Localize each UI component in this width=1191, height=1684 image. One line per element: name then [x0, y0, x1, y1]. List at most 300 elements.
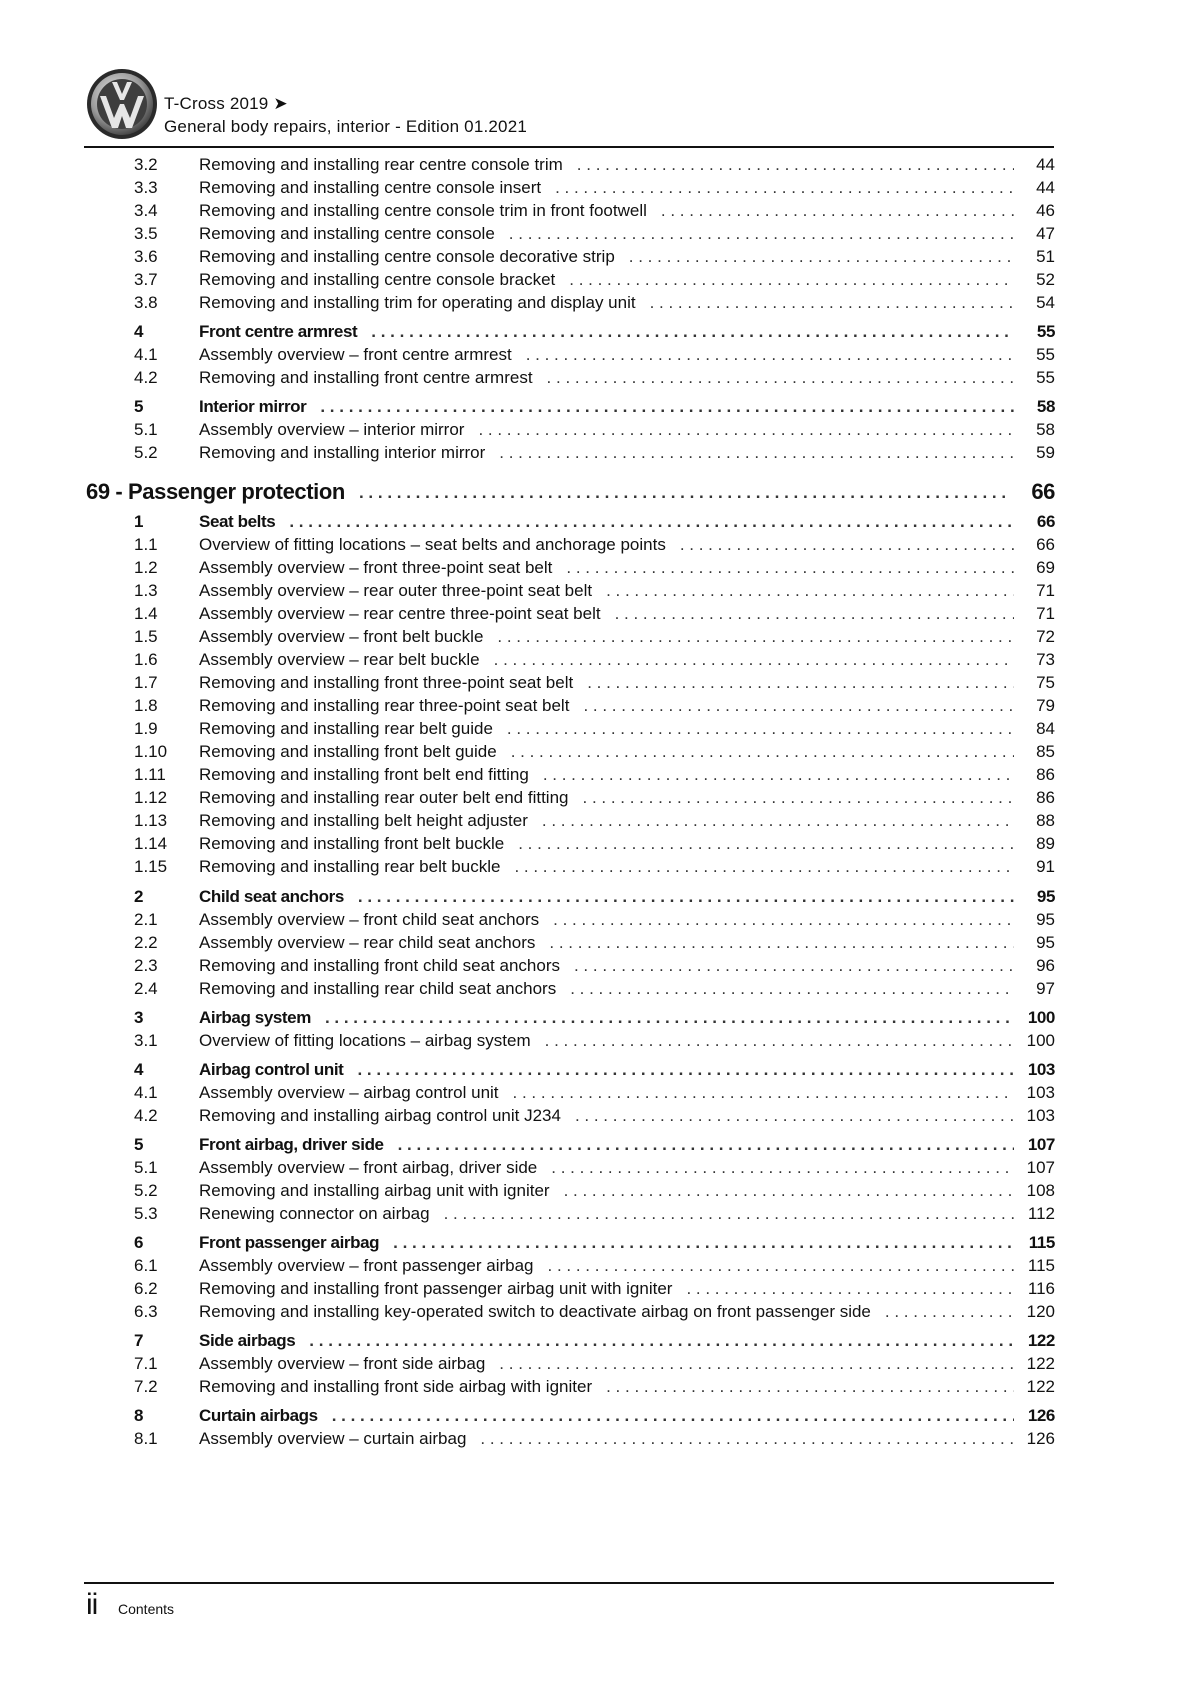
- dot-leader: [885, 1302, 1014, 1322]
- toc-title: Removing and installing airbag unit with igniter: [199, 1181, 564, 1201]
- toc-title-wrap: [199, 1083, 1014, 1103]
- toc-entry[interactable]: [0, 834, 1191, 856]
- toc-title: Removing and installing rear belt guide: [199, 719, 507, 739]
- toc-title: Assembly overview – front centre armrest: [199, 345, 526, 365]
- dot-leader: [325, 1008, 1014, 1028]
- toc-page: 126: [1026, 1429, 1055, 1448]
- toc-title: Removing and installing front belt end fitting: [199, 765, 543, 785]
- toc-entry[interactable]: [0, 857, 1191, 879]
- toc-title-wrap: [199, 1302, 1014, 1322]
- toc-title: Removing and installing centre console decorative strip: [199, 247, 629, 267]
- toc-title-wrap: [199, 581, 1014, 601]
- toc-title: Seat belts: [199, 512, 289, 532]
- toc-page: 73: [1036, 650, 1055, 669]
- toc-entry[interactable]: [0, 224, 1191, 246]
- toc-page: 95: [1036, 933, 1055, 952]
- toc-number: 4.1: [134, 1083, 158, 1102]
- dot-leader: [497, 627, 1014, 647]
- toc-number: 1.8: [134, 696, 158, 715]
- dot-leader: [320, 397, 1014, 417]
- toc-title-wrap: [199, 742, 1014, 762]
- toc-entry[interactable]: [0, 178, 1191, 200]
- toc-entry[interactable]: [0, 696, 1191, 718]
- dot-leader: [393, 1233, 1014, 1253]
- toc-number: 7.2: [134, 1377, 158, 1396]
- toc-title-wrap: [199, 673, 1014, 693]
- toc-entry[interactable]: [0, 765, 1191, 787]
- dot-leader: [575, 1106, 1014, 1126]
- toc-title-wrap: [199, 224, 1014, 244]
- toc-page: 95: [1036, 910, 1055, 929]
- toc-title: Curtain airbags: [199, 1406, 332, 1426]
- dot-leader: [358, 887, 1014, 907]
- toc-title: Assembly overview – front passenger airbag: [199, 1256, 548, 1276]
- toc-title: Assembly overview – front three-point seat belt: [199, 558, 566, 578]
- toc-number: 5: [134, 1135, 144, 1154]
- toc-number: 6.2: [134, 1279, 158, 1298]
- toc-number: 1.15: [134, 857, 168, 876]
- toc-title: Removing and installing rear belt buckle: [199, 857, 514, 877]
- toc-entry[interactable]: [0, 1158, 1191, 1180]
- dot-leader: [570, 979, 1014, 999]
- toc-title-wrap: [199, 788, 1014, 808]
- toc-page: 55: [1036, 368, 1055, 387]
- toc-page: 69: [1036, 558, 1055, 577]
- toc-page: 58: [1036, 420, 1055, 439]
- toc-title: Removing and installing centre console insert: [199, 178, 555, 198]
- toc-title: Removing and installing key-operated switch to deactivate airbag on front passenger side: [199, 1302, 885, 1322]
- dot-leader: [587, 673, 1014, 693]
- document-header: [84, 66, 1054, 148]
- toc-title-wrap: [199, 1008, 1014, 1028]
- dot-leader: [480, 1429, 1014, 1449]
- toc-page: 107: [1027, 1135, 1055, 1154]
- toc-entry[interactable]: [0, 420, 1191, 442]
- toc-entry[interactable]: [0, 293, 1191, 315]
- page-number: ii: [86, 1588, 98, 1621]
- toc-title: Removing and installing airbag control unit J234: [199, 1106, 575, 1126]
- toc-entry[interactable]: [0, 673, 1191, 695]
- toc-number: 3.3: [134, 178, 158, 197]
- toc-title-wrap: [199, 558, 1014, 578]
- toc-number: 5.3: [134, 1204, 158, 1223]
- toc-title: Removing and installing centre console bracket: [199, 270, 569, 290]
- toc-title-wrap: [86, 479, 1006, 505]
- toc-title-wrap: [199, 1256, 1014, 1276]
- dot-leader: [509, 224, 1014, 244]
- toc-title: Assembly overview – front side airbag: [199, 1354, 499, 1374]
- toc-title-wrap: [199, 155, 1014, 175]
- toc-number: 4.1: [134, 345, 158, 364]
- dot-leader: [526, 345, 1014, 365]
- toc-title-wrap: [199, 512, 1014, 532]
- toc-number: 5.2: [134, 1181, 158, 1200]
- toc-title-wrap: [199, 345, 1014, 365]
- dot-leader: [357, 1060, 1014, 1080]
- toc-number: 1.5: [134, 627, 158, 646]
- toc-number: 1.9: [134, 719, 158, 738]
- toc-number: 4.2: [134, 1106, 158, 1125]
- dot-leader: [583, 696, 1014, 716]
- toc-title: Side airbags: [199, 1331, 309, 1351]
- toc-number: 5: [134, 397, 144, 416]
- toc-title-wrap: [199, 247, 1014, 267]
- toc-number: 2: [134, 887, 144, 906]
- toc-entry[interactable]: [0, 956, 1191, 978]
- toc-title-wrap: [199, 322, 1014, 342]
- toc-page: 100: [1026, 1031, 1055, 1050]
- toc-number: 8: [134, 1406, 144, 1425]
- toc-entry[interactable]: [0, 247, 1191, 269]
- toc-title: Front passenger airbag: [199, 1233, 393, 1253]
- toc-entry[interactable]: [0, 1106, 1191, 1128]
- toc-title: Assembly overview – rear belt buckle: [199, 650, 494, 670]
- toc-title-wrap: [199, 1429, 1014, 1449]
- toc-number: 4.2: [134, 368, 158, 387]
- toc-title-wrap: [199, 1354, 1014, 1374]
- toc-title-wrap: [199, 397, 1014, 417]
- toc-section[interactable]: [0, 322, 1191, 344]
- dot-leader: [359, 479, 1006, 505]
- toc-title: Interior mirror: [199, 397, 320, 417]
- toc-page: 66: [1031, 479, 1055, 504]
- toc-number: 6.3: [134, 1302, 158, 1321]
- dot-leader: [650, 293, 1014, 313]
- toc-title-wrap: [199, 1031, 1014, 1051]
- toc-number: 3.1: [134, 1031, 158, 1050]
- toc-page: 79: [1036, 696, 1055, 715]
- toc-number: 2.2: [134, 933, 158, 952]
- dot-leader: [555, 178, 1014, 198]
- toc-title-wrap: [199, 1158, 1014, 1178]
- footer-label: Contents: [118, 1601, 175, 1617]
- toc-page: 46: [1036, 201, 1055, 220]
- toc-title: Removing and installing front belt guide: [199, 742, 511, 762]
- toc-entry[interactable]: [0, 581, 1191, 603]
- toc-title-wrap: [199, 910, 1014, 930]
- toc-title: Assembly overview – front airbag, driver side: [199, 1158, 551, 1178]
- toc-number: 2.4: [134, 979, 158, 998]
- toc-page: 122: [1026, 1354, 1055, 1373]
- toc-title-wrap: [199, 270, 1014, 290]
- toc-title-wrap: [199, 887, 1014, 907]
- toc-page: 55: [1036, 345, 1055, 364]
- toc-number: 3: [134, 1008, 144, 1027]
- toc-number: 1: [134, 512, 144, 531]
- toc-title: Assembly overview – interior mirror: [199, 420, 478, 440]
- toc-page: 85: [1036, 742, 1055, 761]
- toc-section[interactable]: [0, 397, 1191, 419]
- toc-entry[interactable]: [0, 627, 1191, 649]
- toc-title-wrap: [199, 1377, 1014, 1397]
- toc-title-wrap: [199, 765, 1014, 785]
- toc-page: 120: [1026, 1302, 1055, 1321]
- toc-title-wrap: [199, 1279, 1014, 1299]
- dot-leader: [661, 201, 1014, 221]
- toc-title: Removing and installing front child seat anchors: [199, 956, 574, 976]
- toc-number: 3.6: [134, 247, 158, 266]
- toc-entry[interactable]: [0, 1083, 1191, 1105]
- dot-leader: [507, 719, 1014, 739]
- toc-title-wrap: [199, 857, 1014, 877]
- dot-leader: [574, 956, 1014, 976]
- toc-entry[interactable]: [0, 742, 1191, 764]
- toc-title: Removing and installing rear centre console trim: [199, 155, 577, 175]
- toc-page: 51: [1036, 247, 1055, 266]
- toc-page: 108: [1026, 1181, 1055, 1200]
- toc-number: 1.1: [134, 535, 158, 554]
- toc-page: 59: [1036, 443, 1055, 462]
- toc-number: 7.1: [134, 1354, 158, 1373]
- dot-leader: [511, 742, 1014, 762]
- dot-leader: [309, 1331, 1014, 1351]
- dot-leader: [499, 1354, 1014, 1374]
- toc-title: Assembly overview – rear child seat anchors: [199, 933, 549, 953]
- toc-title-wrap: [199, 627, 1014, 647]
- toc-title-wrap: [199, 604, 1014, 624]
- toc-number: 1.14: [134, 834, 168, 853]
- toc-number: 8.1: [134, 1429, 158, 1448]
- toc-page: 84: [1036, 719, 1055, 738]
- toc-entry[interactable]: [0, 443, 1191, 465]
- dot-leader: [606, 581, 1014, 601]
- toc-title-wrap: [199, 979, 1014, 999]
- toc-title-wrap: [199, 1406, 1014, 1426]
- toc-number: 6: [134, 1233, 144, 1252]
- toc-title: Renewing connector on airbag: [199, 1204, 444, 1224]
- toc-title: Removing and installing front side airbag with igniter: [199, 1377, 606, 1397]
- toc-title: Removing and installing centre console trim in front footwell: [199, 201, 661, 221]
- toc-title-wrap: [199, 368, 1014, 388]
- toc-section[interactable]: [0, 1135, 1191, 1157]
- toc-page: 52: [1036, 270, 1055, 289]
- toc-number: 1.12: [134, 788, 168, 807]
- toc-title-wrap: [199, 1106, 1014, 1126]
- toc-page: 96: [1036, 956, 1055, 975]
- toc-title-wrap: [199, 1204, 1014, 1224]
- toc-entry[interactable]: [0, 1256, 1191, 1278]
- toc-page: 107: [1026, 1158, 1055, 1177]
- toc-page: 71: [1036, 604, 1055, 623]
- toc-section[interactable]: [0, 1060, 1191, 1082]
- dot-leader: [577, 155, 1014, 175]
- toc-page: 95: [1036, 887, 1055, 906]
- toc-title-wrap: [199, 650, 1014, 670]
- toc-page: 115: [1027, 1256, 1055, 1275]
- toc-entry[interactable]: [0, 201, 1191, 223]
- toc-title-wrap: [199, 178, 1014, 198]
- dot-leader: [545, 1031, 1014, 1051]
- dot-leader: [332, 1406, 1014, 1426]
- toc-number: 2.1: [134, 910, 158, 929]
- vehicle-model: T-Cross 2019 ➤: [164, 94, 288, 113]
- toc-number: 1.3: [134, 581, 158, 600]
- toc-number: 3.7: [134, 270, 158, 289]
- toc-entry[interactable]: [0, 1354, 1191, 1376]
- toc-number: 5.1: [134, 420, 158, 439]
- dot-leader: [542, 811, 1014, 831]
- dot-leader: [606, 1377, 1014, 1397]
- toc-title-wrap: [199, 1135, 1014, 1155]
- toc-section[interactable]: [0, 1331, 1191, 1353]
- toc-entry[interactable]: [0, 650, 1191, 672]
- toc-title: Removing and installing front belt buckle: [199, 834, 518, 854]
- vw-logo-icon: [86, 68, 158, 140]
- dot-leader: [289, 512, 1014, 532]
- toc-entry[interactable]: [0, 604, 1191, 626]
- footer-divider: [84, 1582, 1054, 1584]
- toc-entry[interactable]: [0, 270, 1191, 292]
- toc-page: 66: [1036, 512, 1055, 531]
- toc-title-wrap: [199, 834, 1014, 854]
- toc-entry[interactable]: [0, 719, 1191, 741]
- toc-title-wrap: [199, 1331, 1014, 1351]
- toc-number: 1.4: [134, 604, 158, 623]
- toc-title: Removing and installing front passenger airbag unit with igniter: [199, 1279, 686, 1299]
- toc-number: 1.10: [134, 742, 168, 761]
- toc-entry[interactable]: [0, 1181, 1191, 1203]
- dot-leader: [543, 765, 1014, 785]
- header-divider: [84, 146, 1054, 148]
- toc-page: 86: [1036, 788, 1055, 807]
- toc-title-wrap: [199, 696, 1014, 716]
- toc-entry[interactable]: [0, 535, 1191, 557]
- toc-page: 55: [1036, 322, 1055, 341]
- toc-title: Front centre armrest: [199, 322, 371, 342]
- toc-page: 47: [1036, 224, 1055, 243]
- toc-entry[interactable]: [0, 1204, 1191, 1226]
- toc-number: 3.2: [134, 155, 158, 174]
- toc-page: 112: [1027, 1204, 1055, 1223]
- toc-number: 1.7: [134, 673, 158, 692]
- toc-page: 97: [1036, 979, 1055, 998]
- toc-entry[interactable]: [0, 979, 1191, 1001]
- dot-leader: [518, 834, 1014, 854]
- toc-title: Removing and installing centre console: [199, 224, 509, 244]
- toc-entry[interactable]: [0, 1031, 1191, 1053]
- toc-page: 88: [1036, 811, 1055, 830]
- dot-leader: [499, 443, 1014, 463]
- toc-page: 91: [1036, 857, 1055, 876]
- toc-title: Child seat anchors: [199, 887, 358, 907]
- toc-number: 5.2: [134, 443, 158, 462]
- toc-page: 44: [1036, 155, 1055, 174]
- dot-leader: [398, 1135, 1014, 1155]
- toc-section[interactable]: [0, 1406, 1191, 1428]
- toc-entry[interactable]: [0, 1279, 1191, 1301]
- toc-section[interactable]: [0, 1233, 1191, 1255]
- toc-page: 103: [1026, 1083, 1055, 1102]
- toc-title: Airbag system: [199, 1008, 325, 1028]
- dot-leader: [583, 788, 1015, 808]
- toc-number: 1.2: [134, 558, 158, 577]
- toc-title-wrap: [199, 443, 1014, 463]
- toc-number: 1.6: [134, 650, 158, 669]
- dot-leader: [551, 1158, 1014, 1178]
- dot-leader: [553, 910, 1014, 930]
- dot-leader: [494, 650, 1014, 670]
- toc-entry[interactable]: [0, 155, 1191, 177]
- toc-entry[interactable]: [0, 1429, 1191, 1451]
- dot-leader: [686, 1279, 1014, 1299]
- toc-title-wrap: [199, 201, 1014, 221]
- toc-entry[interactable]: [0, 788, 1191, 810]
- toc-page: 89: [1036, 834, 1055, 853]
- toc-number: 1.11: [134, 765, 166, 784]
- toc-entry[interactable]: [0, 933, 1191, 955]
- toc-entry[interactable]: [0, 910, 1191, 932]
- toc-title-wrap: [199, 1060, 1014, 1080]
- toc-title-wrap: [199, 719, 1014, 739]
- dot-leader: [549, 933, 1014, 953]
- toc-title: Assembly overview – front belt buckle: [199, 627, 497, 647]
- toc-title: Removing and installing belt height adjuster: [199, 811, 542, 831]
- dot-leader: [615, 604, 1014, 624]
- dot-leader: [566, 558, 1014, 578]
- toc-title: Removing and installing rear outer belt end fitting: [199, 788, 583, 808]
- toc-page: 71: [1036, 581, 1055, 600]
- toc-number: 4: [134, 1060, 144, 1079]
- toc-chapter[interactable]: [0, 479, 1191, 507]
- toc-title: Assembly overview – airbag control unit: [199, 1083, 513, 1103]
- toc-number: 5.1: [134, 1158, 158, 1177]
- dot-leader: [569, 270, 1014, 290]
- toc-page: 44: [1036, 178, 1055, 197]
- toc-page: 54: [1036, 293, 1055, 312]
- dot-leader: [548, 1256, 1015, 1276]
- dot-leader: [547, 368, 1014, 388]
- toc-page: 103: [1027, 1060, 1055, 1079]
- toc-section[interactable]: [0, 512, 1191, 534]
- toc-entry[interactable]: [0, 368, 1191, 390]
- toc-title: 69 - Passenger protection: [86, 479, 359, 505]
- toc-title: Overview of fitting locations – airbag system: [199, 1031, 545, 1051]
- toc-title-wrap: [199, 1233, 1014, 1253]
- toc-title: Removing and installing front three-point seat belt: [199, 673, 587, 693]
- toc-entry[interactable]: [0, 1377, 1191, 1399]
- toc-title-wrap: [199, 535, 1014, 555]
- toc-page: 103: [1026, 1106, 1055, 1125]
- toc-number: 3.4: [134, 201, 158, 220]
- toc-page: 58: [1036, 397, 1055, 416]
- toc-section[interactable]: [0, 1008, 1191, 1030]
- toc-entry[interactable]: [0, 345, 1191, 367]
- toc-title-wrap: [199, 293, 1014, 313]
- toc-page: 115: [1028, 1233, 1055, 1252]
- toc-number: 2.3: [134, 956, 158, 975]
- toc-number: 3.5: [134, 224, 158, 243]
- toc-title: Assembly overview – rear centre three-point seat belt: [199, 604, 615, 624]
- toc-entry[interactable]: [0, 1302, 1191, 1324]
- toc-title: Assembly overview – curtain airbag: [199, 1429, 480, 1449]
- toc-page: 100: [1027, 1008, 1055, 1027]
- toc-title: Removing and installing trim for operating and display unit: [199, 293, 650, 313]
- toc-number: 1.13: [134, 811, 168, 830]
- dot-leader: [564, 1181, 1014, 1201]
- toc-section[interactable]: [0, 887, 1191, 909]
- toc-title: Overview of fitting locations – seat belts and anchorage points: [199, 535, 680, 555]
- toc-entry[interactable]: [0, 558, 1191, 580]
- dot-leader: [629, 247, 1014, 267]
- toc-entry[interactable]: [0, 811, 1191, 833]
- dot-leader: [371, 322, 1014, 342]
- toc-page: 75: [1036, 673, 1055, 692]
- toc-page: 86: [1036, 765, 1055, 784]
- toc-title-wrap: [199, 933, 1014, 953]
- toc-page: 72: [1036, 627, 1055, 646]
- toc-page: 116: [1027, 1279, 1055, 1298]
- toc-title: Assembly overview – front child seat anchors: [199, 910, 553, 930]
